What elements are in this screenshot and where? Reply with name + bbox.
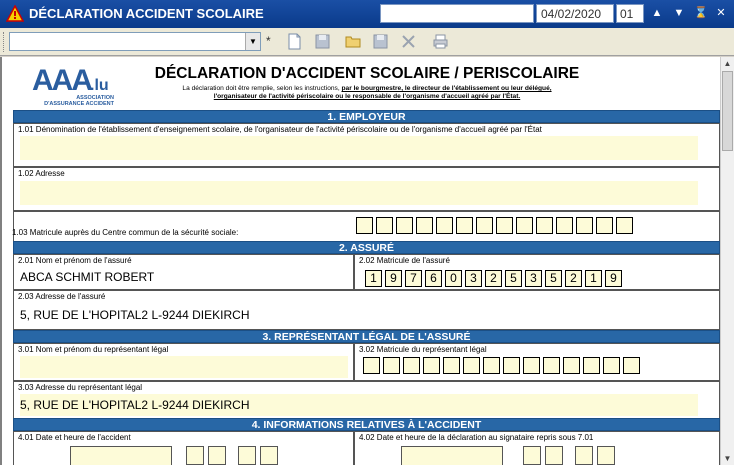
logo-caption-line2: D'ASSURANCE ACCIDENT — [44, 101, 114, 107]
accident-min-1[interactable] — [238, 446, 256, 465]
field-401 — [13, 431, 354, 465]
accident-hour-2[interactable] — [208, 446, 226, 465]
field-301-label: 3.01 Nom et prénom du représentant légal — [18, 345, 169, 354]
toolbar — [0, 28, 734, 56]
insured-address-value[interactable]: 5, RUE DE L'HOPITAL2 L-9244 DIEKIRCH — [20, 308, 250, 322]
matricule-digit[interactable]: 7 — [405, 270, 422, 287]
instructions-bold-1: par le bourgmestre, le directeur de l'établissement ou leur délégué, — [341, 85, 552, 92]
document-instructions — [132, 85, 602, 101]
window-titlebar — [0, 0, 734, 28]
move-up-button[interactable]: ▲ — [651, 7, 663, 19]
matricule-digit[interactable]: 0 — [445, 270, 462, 287]
matricule-digit[interactable]: 2 — [565, 270, 582, 287]
warning-icon — [6, 5, 24, 22]
accident-hour-1[interactable] — [186, 446, 204, 465]
instructions-bold-2: l'organisateur de l'activité périscolaire ou le responsable de l'organisme d'accueil agréé par l'État. — [213, 93, 521, 100]
field-101 — [13, 123, 720, 167]
matricule-digit[interactable]: 9 — [605, 270, 622, 287]
matricule-digit[interactable]: 5 — [505, 270, 522, 287]
accident-min-2[interactable] — [260, 446, 278, 465]
logo-caption-line1: ASSOCIATION — [76, 95, 114, 101]
document-title: DÉCLARATION D'ACCIDENT SCOLAIRE / PERISCOLAIRE — [154, 65, 580, 82]
legal-rep-address-value: 5, RUE DE L'HOPITAL2 L-9244 DIEKIRCH — [20, 398, 250, 412]
field-303-label: 3.03 Adresse du représentant légal — [18, 383, 143, 392]
employer-address-input[interactable] — [20, 181, 698, 205]
vertical-scrollbar[interactable] — [720, 57, 734, 465]
field-203-label: 2.03 Adresse de l'assuré — [18, 292, 106, 301]
declaration-hour-2[interactable] — [545, 446, 563, 465]
matricule-digit[interactable]: 9 — [385, 270, 402, 287]
toolbar-grip[interactable] — [3, 32, 6, 52]
window-title: DÉCLARATION ACCIDENT SCOLAIRE — [29, 6, 264, 21]
section-insured-header: 2. ASSURÉ — [13, 241, 720, 254]
date-field[interactable]: 04/02/2020 — [536, 4, 614, 23]
legal-rep-name-input[interactable] — [20, 356, 348, 378]
section-employer-header: 1. EMPLOYEUR — [13, 110, 720, 123]
scroll-up-icon[interactable]: ▲ — [723, 59, 732, 68]
insured-matricule-boxes[interactable] — [365, 270, 625, 287]
section-legal-rep-header: 3. REPRÉSENTANT LÉGAL DE L'ASSURÉ — [13, 330, 720, 343]
scroll-thumb[interactable] — [722, 71, 733, 151]
modified-indicator: * — [266, 34, 271, 48]
matricule-digit[interactable]: 1 — [365, 270, 382, 287]
employer-name-input[interactable] — [20, 136, 698, 160]
save-as-icon[interactable] — [372, 33, 389, 50]
svg-text:.lu: .lu — [90, 77, 109, 94]
svg-text:AAA: AAA — [32, 64, 91, 97]
field-203 — [13, 290, 720, 330]
matricule-digit[interactable]: 6 — [425, 270, 442, 287]
open-folder-icon[interactable] — [345, 33, 362, 50]
matricule-digit[interactable]: 2 — [485, 270, 502, 287]
insured-name-value[interactable]: ABCA SCHMIT ROBERT — [20, 270, 155, 284]
field-202-label: 2.02 Matricule de l'assuré — [359, 256, 450, 265]
field-302 — [354, 343, 720, 381]
field-102-label: 1.02 Adresse — [18, 169, 65, 178]
instructions-text: La déclaration doit être remplie, selon les instructions, — [182, 85, 342, 92]
print-icon[interactable] — [432, 33, 449, 50]
form-page — [0, 57, 720, 465]
section-accident-header: 4. INFORMATIONS RELATIVES À L'ACCIDENT — [13, 418, 720, 431]
delete-icon[interactable] — [400, 33, 417, 50]
new-document-icon[interactable] — [286, 33, 303, 50]
field-302-label: 3.02 Matricule du représentant légal — [359, 345, 487, 354]
field-103-label: 1.03 Matricule auprès du Centre commun de la sécurité sociale: — [12, 228, 239, 237]
field-303 — [13, 381, 720, 419]
save-icon[interactable] — [314, 33, 331, 50]
field-301 — [13, 343, 354, 381]
field-101-label: 1.01 Dénomination de l'établissement d'enseignement scolaire, de l'organisateur de l'activité périscolaire ou de l'organisme d'accueil agréé par l'État — [18, 125, 542, 134]
number-field[interactable]: 01 — [616, 4, 644, 23]
logo-caption — [34, 95, 114, 107]
move-down-button[interactable]: ▼ — [673, 7, 685, 19]
matricule-digit[interactable]: 3 — [465, 270, 482, 287]
field-201-label: 2.01 Nom et prénom de l'assuré — [18, 256, 132, 265]
title-search-input[interactable] — [380, 4, 534, 23]
field-402 — [354, 431, 720, 465]
field-201 — [13, 254, 354, 290]
chevron-down-icon[interactable]: ▼ — [245, 33, 260, 50]
field-401-label: 4.01 Date et heure de l'accident — [18, 433, 131, 442]
employer-matricule-boxes[interactable] — [356, 217, 636, 234]
document-combo[interactable] — [9, 32, 261, 51]
matricule-digit[interactable]: 3 — [525, 270, 542, 287]
field-103 — [13, 211, 720, 243]
close-button[interactable]: ✕ — [716, 7, 726, 19]
matricule-digit[interactable]: 5 — [545, 270, 562, 287]
hourglass-icon[interactable]: ⌛ — [694, 7, 708, 19]
declaration-min-2[interactable] — [597, 446, 615, 465]
legal-rep-matricule-boxes[interactable] — [363, 357, 643, 374]
field-102 — [13, 167, 720, 211]
field-402-label: 4.02 Date et heure de la déclaration au signataire repris sous 7.01 — [359, 433, 594, 442]
declaration-min-1[interactable] — [575, 446, 593, 465]
scroll-down-icon[interactable]: ▼ — [723, 454, 732, 463]
accident-date-input[interactable] — [70, 446, 172, 465]
declaration-hour-1[interactable] — [523, 446, 541, 465]
declaration-date-input[interactable] — [401, 446, 503, 465]
field-202 — [354, 254, 720, 290]
matricule-digit[interactable]: 1 — [585, 270, 602, 287]
